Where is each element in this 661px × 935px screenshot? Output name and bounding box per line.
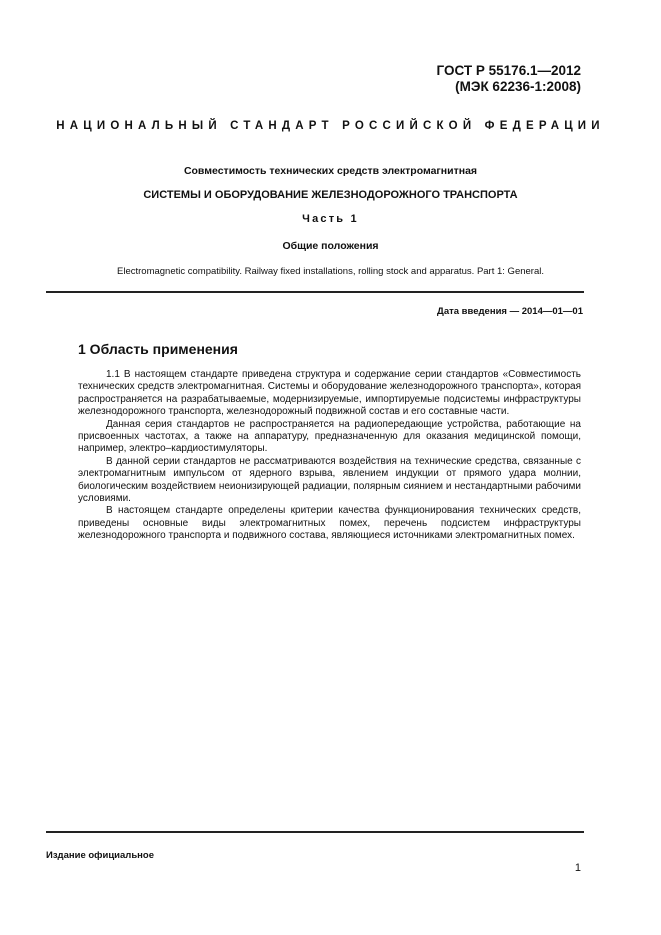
top-divider: [46, 291, 584, 293]
section-title: 1 Область применения: [78, 341, 238, 357]
page-number: 1: [574, 862, 581, 874]
bottom-divider: [46, 831, 584, 833]
paragraph: В данной серии стандартов не рассматриваются воздействия на технические средства, связанные с электромагнитным импульсом от ядерного взрыва, явлением индукции от прямого удара молнии, биологическим воздействием неионизирующей радиации, полярным сиянием и нестандартными рабочими условиями.: [78, 455, 581, 505]
national-standard-banner: НАЦИОНАЛЬНЫЙ СТАНДАРТ РОССИЙСКОЙ ФЕДЕРАЦИИ: [56, 120, 605, 132]
paragraph: В настоящем стандарте определены критерии качества функционирования технических средств, приведены основные виды электромагнитных помех, перечень подсистем инфраструктуры железнодорожного транспорта и подвижного состава, являющиеся источниками электромагнитных помех.: [78, 505, 581, 542]
document-code-block: [437, 63, 581, 95]
edition-label: Издание официальное: [46, 850, 154, 861]
title-line-2: СИСТЕМЫ И ОБОРУДОВАНИЕ ЖЕЛЕЗНОДОРОЖНОГО ТРАНСПОРТА: [143, 189, 518, 201]
iec-code: (МЭК 62236-1:2008): [455, 79, 581, 94]
paragraph: 1.1 В настоящем стандарте приведена структура и содержание серии стандартов «Совместимость технических средств электромагнитная. Системы и оборудование железнодорожного транспорта», которая распространяется на разрабатываемые, модернизируемые, импортируемые подсистемы инфраструктуры железнодорожного транспорта, железнодорожный подвижной состав и его составные части.: [78, 369, 581, 418]
part-label: Часть 1: [302, 213, 359, 225]
part-title: Общие положения: [282, 240, 379, 252]
paragraph: Данная серия стандартов не распространяется на радиопередающие устройства, работающие на присвоенных частотах, а также на аппаратуру, предназначенную для оказания медицинской помощи, например, электро–кардиостимуляторы.: [78, 418, 581, 455]
standard-code: ГОСТ Р 55176.1—2012: [436, 63, 581, 78]
english-title: Electromagnetic compatibility. Railway fixed installations, rolling stock and apparatus. Part 1: General.: [117, 266, 544, 277]
introduction-date: Дата введения — 2014—01—01: [437, 306, 583, 317]
title-line-1: Совместимость технических средств электромагнитная: [183, 165, 478, 177]
section-body: [78, 369, 581, 543]
